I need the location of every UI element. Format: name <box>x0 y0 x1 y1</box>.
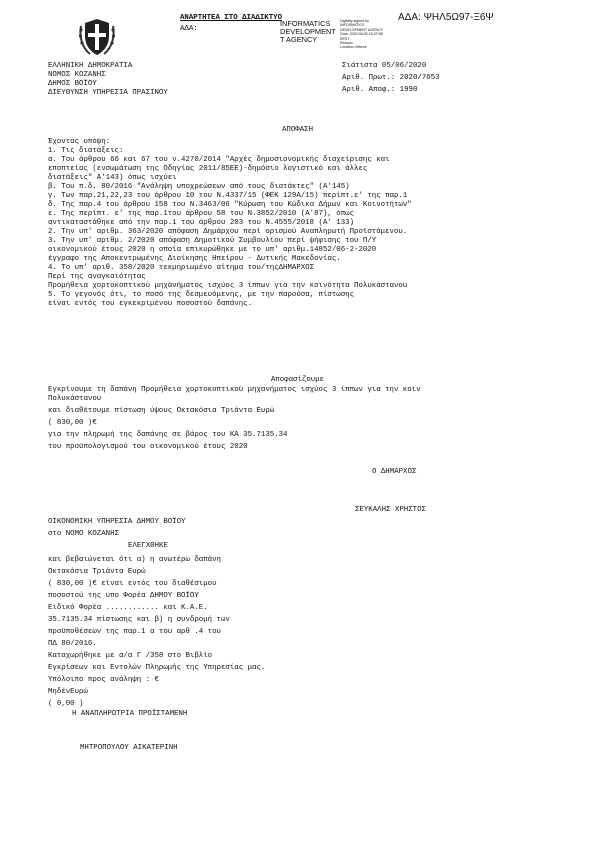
decision-line: Πολυκάστανου <box>48 395 102 403</box>
body-line: εποπτείας (ενσωμάτωση της Οδηγίας 2011/85ΕΕ)-δημόσιο λογιστικό και άλλες <box>48 165 368 173</box>
decision-line: για την πληρωμή της δαπάνης σε βάρος του ΚΑ 35.7135.34 <box>48 431 288 439</box>
ada-stamp: ΑΔΑ: ΨΗΛ5Ω97-Ξ6Ψ <box>398 12 494 23</box>
finance-line: Ειδικό Φορέα ............ και Κ.Α.Ε. <box>48 604 208 612</box>
finance-line: ποσοστού της υπο Φορέα ΔΗΜΟΥ ΒΟΪΟΥ <box>48 592 199 600</box>
body-line: 1. Τις διατάξεις: <box>48 147 124 155</box>
reference-block <box>342 62 440 95</box>
body-line: Περί της αναγκαιότητας <box>48 273 146 281</box>
body-line: 2. Την υπ' αριθμ. 363/2020 απόφαση Δημάρχου περί ορισμού Αναπληρωτή Προϊστάμενου. <box>48 228 408 236</box>
body-line: α. Του άρθρου 66 και 67 του ν.4270/2014 "Αρχές δημοσιονομικής διαχείρισης και <box>48 156 390 164</box>
body-line: 5. Το γεγονός ότι, το ποσό της δεσμευόμενης, με την παρούσα, πίστωσης <box>48 291 355 299</box>
signature-line: Digitally signed by <box>340 19 369 23</box>
finance-line: Οκτακόσια Τριάντα Ευρώ <box>48 568 146 576</box>
ada-label: ΑΔΑ: <box>180 25 198 33</box>
body-line: είναι εντός του εγκεκριμένου ποσοστού δαπάνης. <box>48 300 253 308</box>
body-line: ε. Της περίπτ. ε' της παρ.1του άρθρου 58 του Ν.3852/2010 (Α'87), όπως <box>48 210 355 218</box>
decision-line: και διαθέτουμε πίστωση ύψους Οκτακόσια Τριάντα Ευρώ <box>48 407 275 415</box>
directorate-line: ΔΙΕΥΘΥΝΣΗ ΥΠΗΡΕΣΙΑ ΠΡΑΣΙΝΟΥ <box>48 89 168 97</box>
signature-line: INFORMATICS <box>340 23 365 28</box>
body-line: έγγραφο της Αποκεντρωμένης Διοίκησης Ηπείρου - Δυτικής Μακεδονίας. <box>48 255 341 263</box>
body-line: 4. Το υπ' αριθ. 358/2020 τεκμηριωμένο αίτημα του/τηςΔΗΜΑΡΧΟΣ <box>48 264 315 272</box>
body-line: οικονομικού έτους 2020 η οποία επικυρώθηκε με το υπ' αριθμ.14852/06-2-2020 <box>48 246 377 254</box>
finance-line: Εγκρίσεων και Εντολών Πληρωμής της Υπηρεσίας μας. <box>48 664 266 672</box>
finance-line: προϋποθέσεων της παρ.1 α του αρθ .4 του <box>48 628 221 636</box>
agency-line: T AGENCY <box>280 35 318 44</box>
finance-line: 35.7135.34 πίστωσης και β) η συνδρομή των <box>48 616 230 624</box>
body-line: γ. Των παρ.21,22,23 του άρθρου 10 του Ν.4337/15 (ΦΕΚ 129Α/15) περίπτ.ε' της παρ.1 <box>48 192 408 200</box>
body-line: αντικαταστάθηκε από την παρ.1 του άρθρου 203 του Ν.4555/2018 (Α' 133) <box>48 219 355 227</box>
decision-number: Αριθ. Αποφ.: 1990 <box>342 86 418 94</box>
greek-emblem-icon <box>76 16 118 58</box>
signature-line: Location: Athens <box>340 45 367 50</box>
decision-line: Εγκρίνουμε τη δαπάνη Προμήθεια χορτοκοπτικού μηχανήματος ισχύος 3 ίππων για την κοιν <box>48 386 421 394</box>
body-line: Προμήθεια χορτοκοπτικού μηχανήματος ισχύος 3 ίππων για την κοινότητα Πολυκάστανου <box>48 282 408 290</box>
signature-line: DEVELOPMENT AGENCY <box>340 27 384 32</box>
finance-line: ( 0,00 ) <box>48 700 84 708</box>
decision-line: του προϋπολογισμού του οικονομικού έτους 2020 <box>48 443 248 451</box>
finance-line: Καταχωρήθηκε με α/α Γ /358 στο Βιβλίο <box>48 652 213 660</box>
mayor-title: Ο ΔΗΜΑΡΧΟΣ <box>372 468 417 476</box>
body-line: Έχοντας υπόψη: <box>48 138 111 146</box>
posted-online-label: ΑΝΑΡΤΗΤΕΑ ΣΤΟ ΔΙΑΔΙΚΤΥΟ <box>180 14 283 22</box>
finance-dept: ΟΙΚΟΝΟΜΙΚΗ ΥΠΗΡΕΣΙΑ ΔΗΜΟΥ ΒΟΪΟΥ <box>48 518 186 526</box>
digital-signature-block <box>340 19 383 50</box>
finance-line: Υπόλοιπο προς ανάληψη : € <box>48 676 159 684</box>
protocol-number: Αριθ. Πρωτ.: 2020/7653 <box>342 74 440 82</box>
place-date: Σιάτιστα 05/06/2020 <box>342 62 427 70</box>
signature-line: Reason: <box>340 41 354 46</box>
checked-stamp: ΕΛΕΓΧΘΗΚΕ <box>128 542 168 550</box>
issuer-line: ΕΛΛΗΝΙΚΗ ΔΗΜΟΚΡΑΤΙΑ <box>48 62 133 70</box>
signature-line: EEST <box>340 36 350 41</box>
considerations-block <box>48 138 412 309</box>
finance-line: ΠΔ 80/2016. <box>48 640 97 648</box>
finance-block <box>48 554 265 710</box>
finance-line: και βεβαιώνεται ότι α) η ανωτέρω δαπάνη <box>48 556 221 564</box>
body-line: β. Του π.δ. 80/2016 "Ανάληψη υποχρεώσεων από τους διατάκτες" (Α'145) <box>48 183 350 191</box>
body-line: διατάξεις" Α'143) όπως ισχύει <box>48 174 177 182</box>
issuer-block <box>48 62 168 98</box>
finance-line: ( 830,00 )€ είναι εντός του διαθέσιμου <box>48 580 217 588</box>
finance-head-name: ΜΗΤΡΟΠΟΥΛΟΥ ΑΙΚΑΤΕΡΙΝΗ <box>80 744 178 752</box>
signature-line: Date: 2020.06.05 15:37:58 <box>340 32 383 37</box>
agency-line: DEVELOPMENT <box>280 27 336 36</box>
agency-line: INFORMATICS <box>280 19 331 28</box>
document-title: ΑΠΟΦΑΣΗ <box>281 126 314 134</box>
finance-prefecture: στο ΝΟΜΟ ΚΟΖΑΝΗΣ <box>48 530 119 538</box>
body-line: δ. Της παρ.4 του άρθρου 158 του Ν.3463/06 "Κύρωση του Κώδικα Δήμων και Κοινοτήτων" <box>48 201 412 209</box>
decision-line: ( 830,00 )€ <box>48 419 97 427</box>
body-line: 3. Την υπ' αριθμ. 2/2020 απόφαση Δημοτικού Συμβουλίου περί ψήφισης του Π/Υ <box>48 237 377 245</box>
mayor-name: ΣΕΥΚΑΛΗΣ ΧΡΗΣΤΟΣ <box>355 506 426 514</box>
decision-block <box>48 386 421 452</box>
decide-heading: Αποφασίζουμε <box>270 376 325 384</box>
agency-block <box>280 20 336 44</box>
finance-line: ΜηδένΕυρώ <box>48 688 88 696</box>
finance-head-title: Η ΑΝΑΠΛΗΡΩΤΡΙΑ ΠΡΟΪΣΤΑΜΕΝΗ <box>72 710 188 718</box>
issuer-line: ΔΗΜΟΣ ΒΟΪΟΥ <box>48 80 97 88</box>
issuer-line: ΝΟΜΟΣ ΚΟΖΑΝΗΣ <box>48 71 106 79</box>
